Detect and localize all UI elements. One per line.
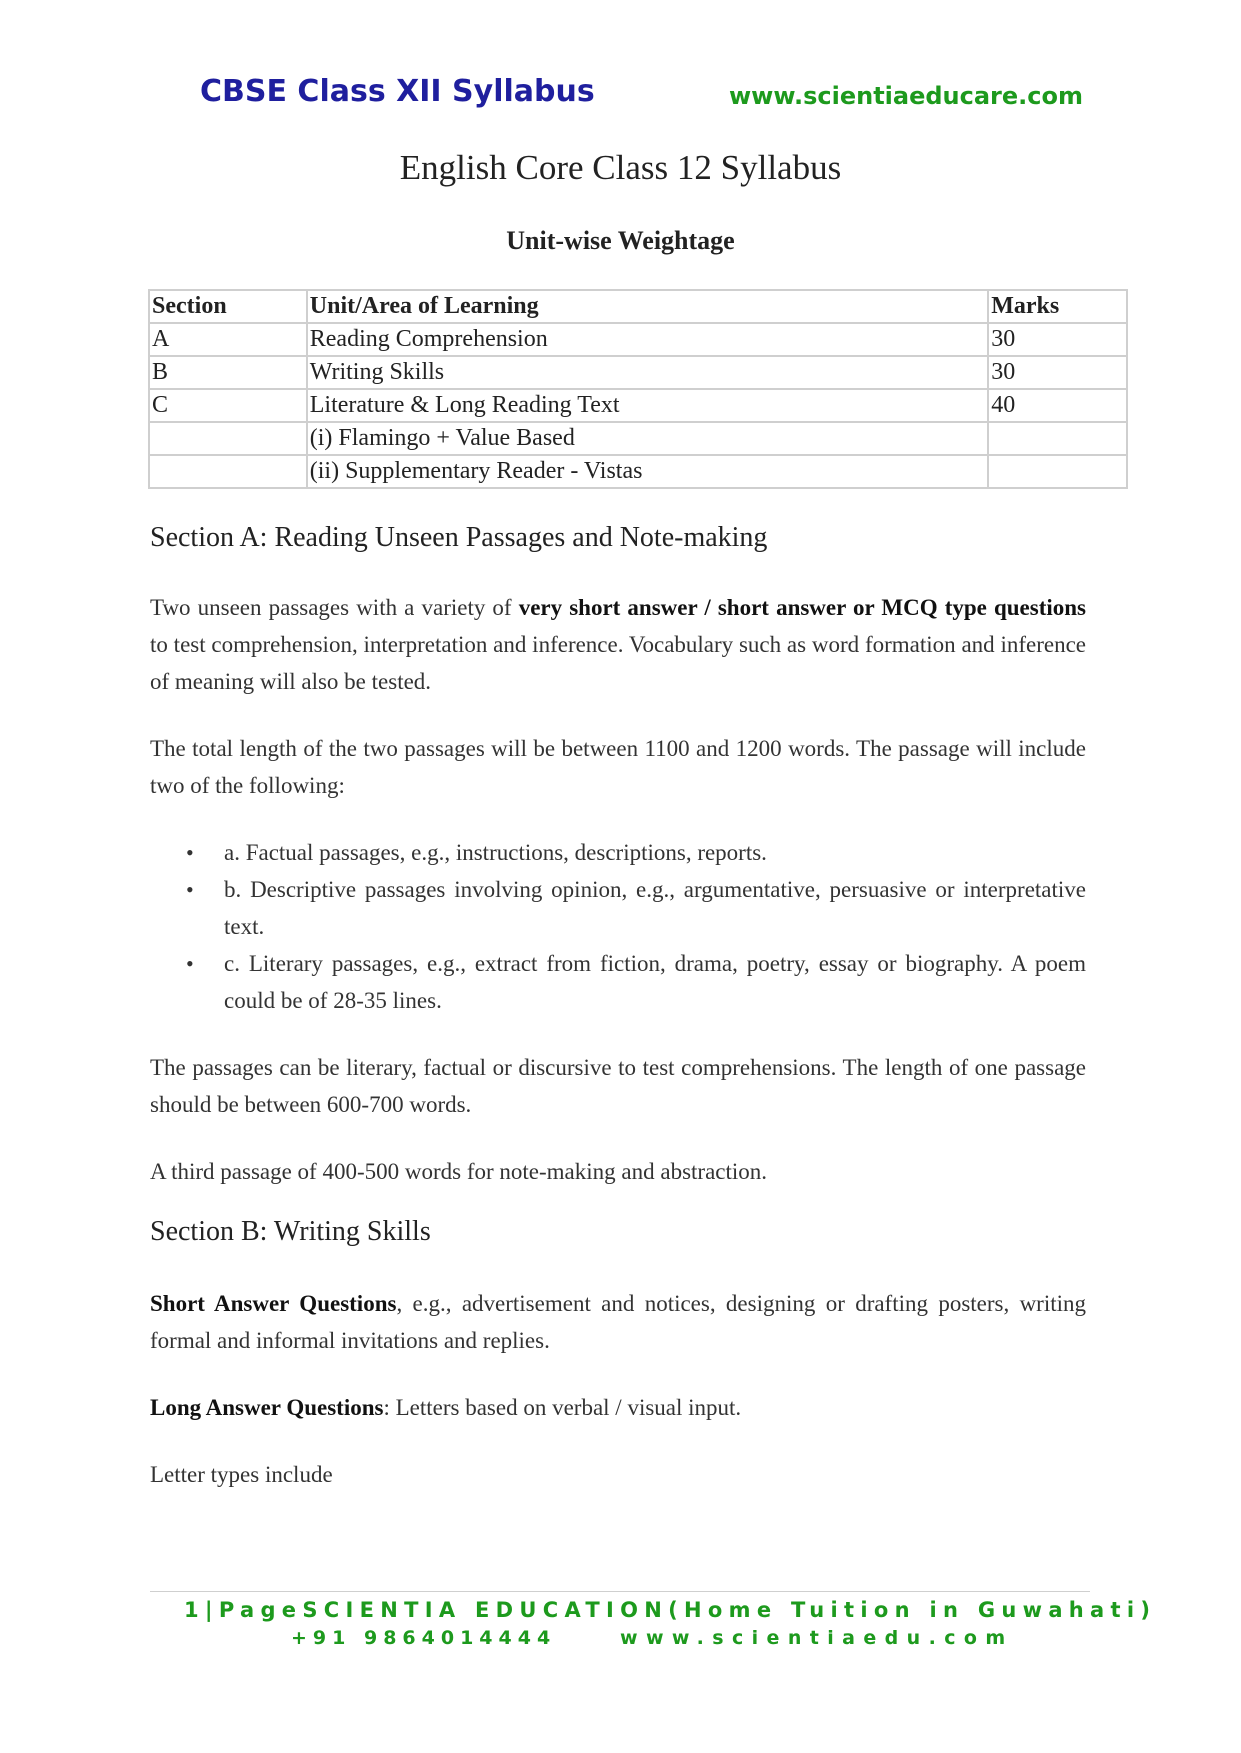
header-cell-marks: Marks: [988, 290, 1127, 323]
footer-page-brand: 1|PageSCIENTIA EDUCATION(Home Tuition in Guwahati): [184, 1598, 1157, 1622]
table-row: [149, 389, 1127, 422]
paragraph-text: to test comprehension, interpretation and inference. Vocabulary such as word formation and inference of meaning will also be tested.: [150, 632, 1086, 694]
section-a-heading: Section A: Reading Unseen Passages and Note-making: [150, 522, 768, 553]
header-title: CBSE Class XII Syllabus: [200, 74, 595, 109]
table-row: [149, 455, 1127, 488]
cell-section: A: [149, 323, 307, 356]
passage-type-list: [150, 834, 1086, 1019]
cell-unit: Reading Comprehension: [307, 323, 988, 356]
table-row: [149, 323, 1127, 356]
list-item: • a. Factual passages, e.g., instructions, descriptions, reports.: [150, 834, 1086, 871]
table-row: [149, 356, 1127, 389]
cell-unit: (ii) Supplementary Reader - Vistas: [307, 455, 988, 488]
cell-unit: (i) Flamingo + Value Based: [307, 422, 988, 455]
section-b-letter-types: Letter types include: [150, 1462, 333, 1487]
section-a-paragraph-4: A third passage of 400-500 words for note-making and abstraction.: [150, 1159, 768, 1184]
paragraph-text: Two unseen passages with a variety of: [150, 595, 519, 620]
cell-section: C: [149, 389, 307, 422]
section-b-short-answer: [150, 1285, 1086, 1359]
table-header-row: [149, 290, 1127, 323]
section-a-paragraph-1: [150, 589, 1086, 700]
section-b-long-answer: [150, 1389, 1086, 1426]
cell-unit: Literature & Long Reading Text: [307, 389, 988, 422]
cell-section: [149, 422, 307, 455]
paragraph-text: : Letters based on verbal / visual input.: [383, 1395, 742, 1420]
weightage-table: [148, 289, 1128, 489]
paragraph-bold-text: Short Answer Questions: [150, 1291, 397, 1316]
table-row: [149, 422, 1127, 455]
table-caption: Unit-wise Weightage: [506, 226, 735, 255]
cell-marks: [988, 422, 1127, 455]
cell-marks: [988, 455, 1127, 488]
paragraph-bold-text: very short answer / short answer or MCQ type questions: [518, 595, 1087, 620]
header-cell-unit: Unit/Area of Learning: [307, 290, 988, 323]
header-cell-section: Section: [149, 290, 307, 323]
footer-phone: +91 9864014444: [291, 1627, 557, 1649]
cell-marks: 30: [988, 323, 1127, 356]
paragraph-bold-text: Long Answer Questions: [150, 1395, 384, 1420]
section-a-paragraph-2: The total length of the two passages will be between 1100 and 1200 words. The passage will include two of the following:: [150, 736, 1086, 798]
cell-unit: Writing Skills: [307, 356, 988, 389]
section-b-heading: Section B: Writing Skills: [150, 1216, 431, 1247]
list-item: • b. Descriptive passages involving opinion, e.g., argumentative, persuasive or interpretative text.: [150, 871, 1086, 945]
header-website-link[interactable]: www.scientiaeducare.com: [729, 82, 1084, 110]
footer-divider: [150, 1591, 1090, 1592]
cell-section: B: [149, 356, 307, 389]
cell-marks: 30: [988, 356, 1127, 389]
footer-website-link[interactable]: www.scientiaedu.com: [620, 1627, 1014, 1649]
section-a-paragraph-3: The passages can be literary, factual or discursive to test comprehensions. The length of one passage should be between 600-700 words.: [150, 1055, 1086, 1117]
list-item: • c. Literary passages, e.g., extract from fiction, drama, poetry, essay or biography. A poem could be of 28-35 lines.: [150, 945, 1086, 1019]
document-title: English Core Class 12 Syllabus: [399, 148, 842, 187]
cell-section: [149, 455, 307, 488]
cell-marks: 40: [988, 389, 1127, 422]
paragraph-text: , e.g., advertisement and notices, designing or drafting posters, writing formal and informal invitations and replies.: [150, 1291, 1087, 1353]
